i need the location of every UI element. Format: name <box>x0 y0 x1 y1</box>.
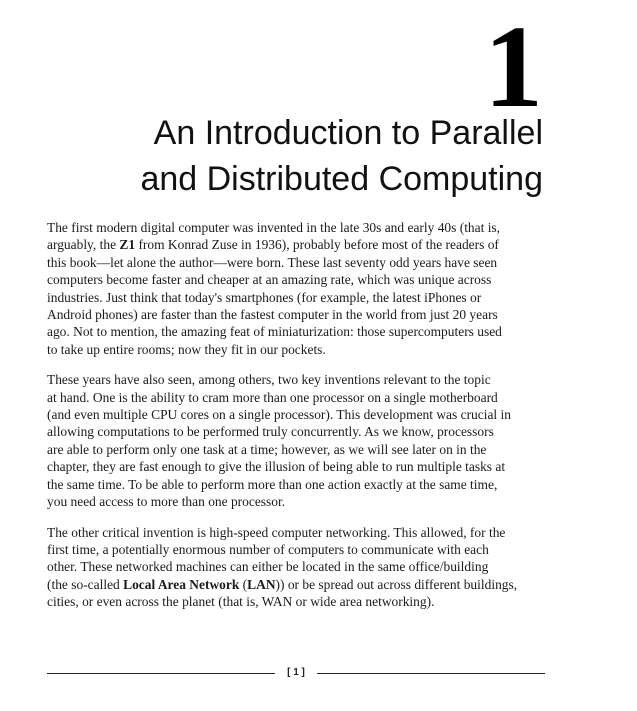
text-run: at hand. One is the ability to cram more than one processor on a single motherboard <box>47 389 498 405</box>
text-run: (and even multiple CPU cores on a single processor). This development was crucial in <box>47 407 511 423</box>
text-line <box>47 524 567 541</box>
body-paragraph <box>47 219 567 358</box>
text-run: to take up entire rooms; now they fit in our pockets. <box>47 341 326 357</box>
text-line <box>47 576 567 593</box>
text-line <box>47 458 567 475</box>
bold-term: Z1 <box>119 237 136 253</box>
text-run: These years have also seen, among others, two key inventions relevant to the topic <box>47 372 491 388</box>
text-run: Android phones) are faster than the fastest computer in the world from just 20 years <box>47 307 498 323</box>
text-run: first time, a potentially enormous number of computers to communicate with each <box>47 541 489 557</box>
text-line <box>47 389 567 406</box>
text-line <box>47 406 567 423</box>
text-run: are able to perform only one task at a time; however, as we will see later on in the <box>47 441 487 457</box>
text-line <box>47 341 567 358</box>
text-run: (the so-called <box>47 576 124 592</box>
text-line <box>47 371 567 388</box>
text-run: chapter, they are fast enough to give the illusion of being able to run multiple tasks at <box>47 459 506 475</box>
text-run: ( <box>239 576 248 592</box>
text-line <box>47 493 567 510</box>
text-run: the same time. To be able to perform more than one action exactly at the same time, <box>47 476 498 492</box>
chapter-title-line: An Introduction to Parallel <box>153 114 543 152</box>
text-line <box>47 558 567 575</box>
text-run: The other critical invention is high-speed computer networking. This allowed, for the <box>47 524 506 540</box>
chapter-body <box>47 219 567 624</box>
text-run: from Konrad Zuse in 1936), probably before most of the readers of <box>135 237 499 253</box>
text-line <box>47 254 567 271</box>
bold-term: LAN <box>247 576 276 592</box>
text-run: ago. Not to mention, the amazing feat of miniaturization: those supercomputers used <box>47 324 502 340</box>
text-line <box>47 441 567 458</box>
text-run: cities, or even across the planet (that is, WAN or wide area networking). <box>47 594 435 610</box>
text-line <box>47 306 567 323</box>
text-run: this book—let alone the author—were born. These last seventy odd years have seen <box>47 254 498 270</box>
page-footer <box>47 665 545 681</box>
body-paragraph <box>47 371 567 510</box>
bold-term: Local Area Network <box>123 576 240 592</box>
text-line <box>47 476 567 493</box>
text-line <box>47 289 567 306</box>
text-run: computers become faster and cheaper at an amazing rate, which was unique across <box>47 272 492 288</box>
text-line <box>47 219 567 236</box>
text-run: you need access to more than one processor. <box>47 494 286 510</box>
text-line <box>47 271 567 288</box>
text-line <box>47 593 567 610</box>
text-run: )) or be spread out across different buildings, <box>275 576 518 592</box>
text-line <box>47 236 567 253</box>
text-line <box>47 541 567 558</box>
page-number: [ 1 ] <box>287 667 305 678</box>
footer-rule-right <box>317 673 545 674</box>
text-line <box>47 423 567 440</box>
text-run: arguably, the <box>47 237 120 253</box>
text-run: industries. Just think that today's smartphones (for example, the latest iPhones or <box>47 289 482 305</box>
text-line <box>47 323 567 340</box>
chapter-title <box>23 110 543 202</box>
body-paragraph <box>47 524 567 611</box>
text-run: allowing computations to be performed truly concurrently. As we know, processors <box>47 424 494 440</box>
text-run: The first modern digital computer was invented in the late 30s and early 40s (that is, <box>47 220 501 235</box>
text-run: other. These networked machines can either be located in the same office/building <box>47 559 489 575</box>
chapter-number: 1 <box>484 1 543 132</box>
chapter-title-line: and Distributed Computing <box>140 160 543 198</box>
